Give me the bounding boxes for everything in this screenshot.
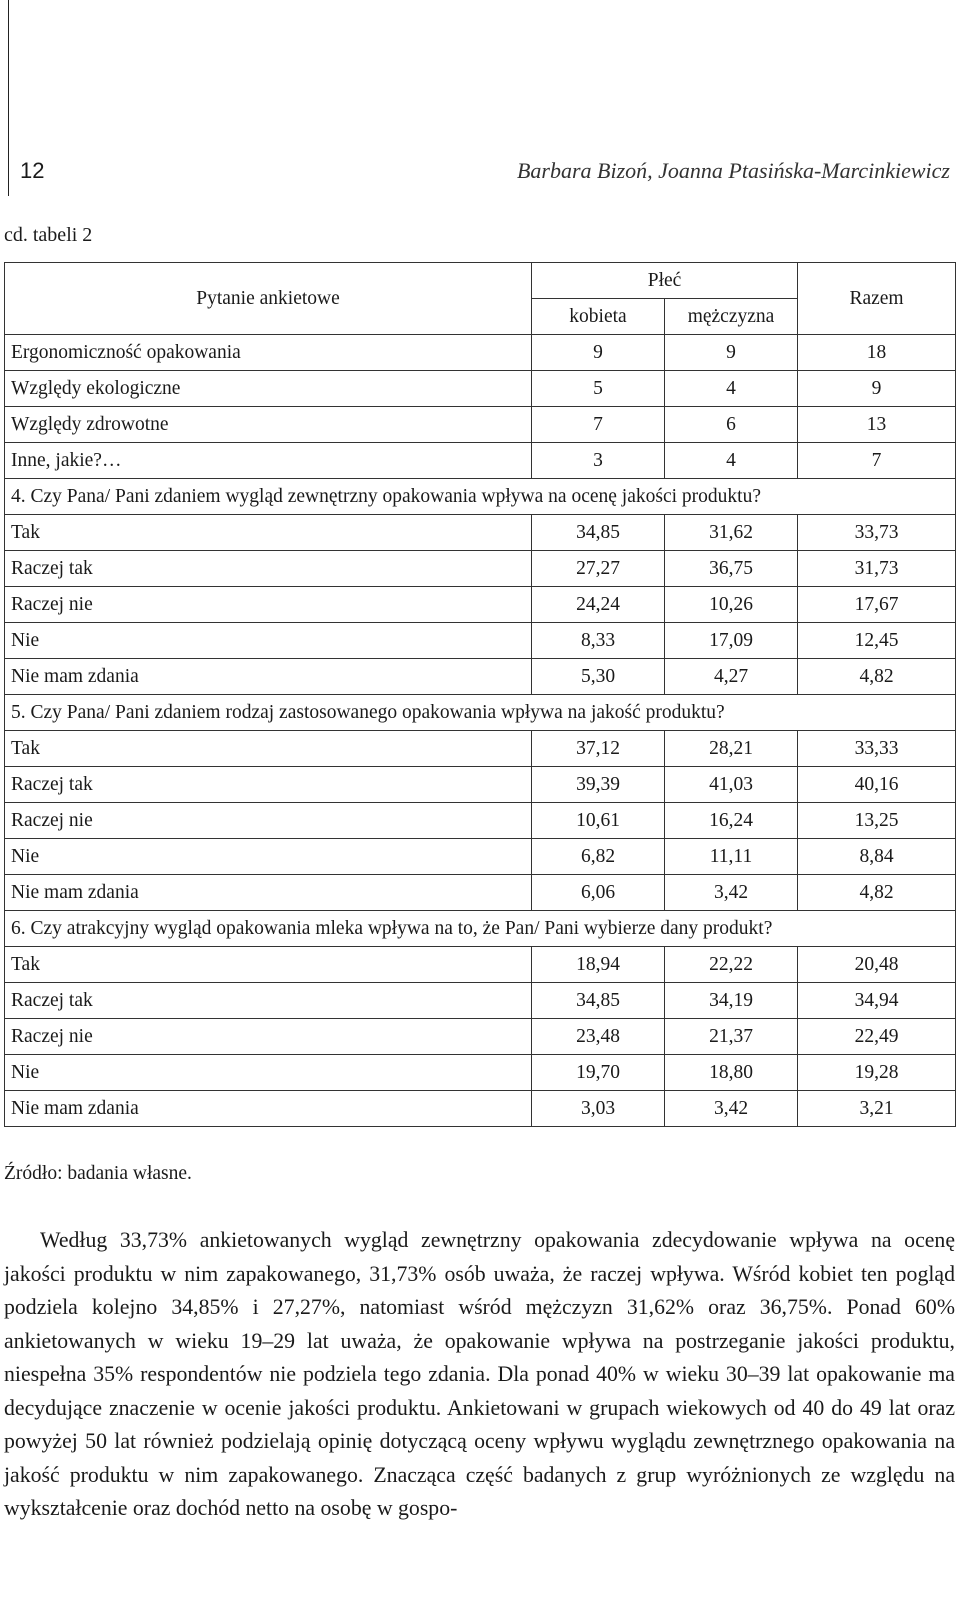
table-caption: cd. tabeli 2: [4, 224, 93, 246]
header-female: kobieta: [532, 299, 665, 335]
cell-female: 10,61: [532, 803, 665, 839]
cell-female: 27,27: [532, 551, 665, 587]
cell-female: 6,82: [532, 839, 665, 875]
cell-male: 3,42: [665, 875, 798, 911]
cell-female: 7: [532, 407, 665, 443]
cell-male: 16,24: [665, 803, 798, 839]
row-label: Tak: [5, 947, 532, 983]
question-row: [5, 695, 956, 731]
cell-male: 3,42: [665, 1091, 798, 1127]
cell-total: 13: [798, 407, 956, 443]
row-label: Raczej tak: [5, 767, 532, 803]
header-sex: Płeć: [532, 263, 798, 299]
header-question: Pytanie ankietowe: [5, 263, 532, 335]
table-row: [5, 1091, 956, 1127]
cell-female: 23,48: [532, 1019, 665, 1055]
body-paragraph: Według 33,73% ankietowanych wygląd zewnętrzny opakowania zdecydowanie wpływa na ocenę jakości produktu w nim zapakowanego, 31,73% osób uważa, że raczej wpływa. Wśród kobiet ten pogląd podziela kolejno 34,85% i 27,27%, natomiast wśród mężczyzn 31,62% oraz 36,75%. Ponad 60% ankietowanych w wieku 19–29 lat uważa, że opakowanie wpływa na postrzeganie jakości produktu, niespełna 35% respondentów nie podziela tego zdania. Dla ponad 40% w wieku 30–39 lat opakowanie ma decydujące znaczenie w ocenie jakości produktu. Ankietowani w grupach wiekowych od 40 do 49 lat oraz powyżej 50 lat również podzielają opinię dotyczącą oceny wpływu wyglądu zewnętrznego opakowania na jakość produktu w nim zapakowanego. Znacząca część badanych z grup wyróżnionych ze względu na wykształcenie oraz dochód netto na osobę w gospo-: [4, 1228, 955, 1520]
table-row: [5, 731, 956, 767]
row-label: Raczej nie: [5, 587, 532, 623]
cell-total: 4,82: [798, 875, 956, 911]
cell-male: 6: [665, 407, 798, 443]
cell-total: 33,73: [798, 515, 956, 551]
cell-total: 18: [798, 335, 956, 371]
cell-male: 22,22: [665, 947, 798, 983]
row-label: Nie: [5, 1055, 532, 1091]
table-row: [5, 839, 956, 875]
table-header-row: [5, 263, 956, 299]
question-text: 4. Czy Pana/ Pani zdaniem wygląd zewnętrzny opakowania wpływa na ocenę jakości produktu?: [5, 479, 956, 515]
cell-total: 20,48: [798, 947, 956, 983]
cell-total: 9: [798, 371, 956, 407]
table-row: [5, 983, 956, 1019]
cell-male: 4,27: [665, 659, 798, 695]
row-label: Tak: [5, 731, 532, 767]
table-row: [5, 587, 956, 623]
table-row: [5, 551, 956, 587]
cell-female: 37,12: [532, 731, 665, 767]
table-row: [5, 947, 956, 983]
row-label: Inne, jakie?…: [5, 443, 532, 479]
page-number: 12: [20, 158, 45, 183]
row-label: Raczej tak: [5, 983, 532, 1019]
cell-female: 8,33: [532, 623, 665, 659]
question-text: 6. Czy atrakcyjny wygląd opakowania mleka wpływa na to, że Pan/ Pani wybierze dany produkt?: [5, 911, 956, 947]
cell-male: 41,03: [665, 767, 798, 803]
table-row: [5, 443, 956, 479]
table-row: [5, 623, 956, 659]
cell-female: 19,70: [532, 1055, 665, 1091]
cell-male: 34,19: [665, 983, 798, 1019]
table-row: [5, 407, 956, 443]
cell-female: 3,03: [532, 1091, 665, 1127]
row-label: Tak: [5, 515, 532, 551]
table-row: [5, 803, 956, 839]
cell-female: 5: [532, 371, 665, 407]
table-row: [5, 875, 956, 911]
table-row: [5, 1055, 956, 1091]
cell-female: 18,94: [532, 947, 665, 983]
cell-total: 8,84: [798, 839, 956, 875]
table-body: [5, 335, 956, 1127]
row-label: Nie mam zdania: [5, 875, 532, 911]
row-label: Raczej nie: [5, 1019, 532, 1055]
row-label: Raczej nie: [5, 803, 532, 839]
table-row: [5, 371, 956, 407]
cell-total: 4,82: [798, 659, 956, 695]
table-row: [5, 659, 956, 695]
cell-total: 40,16: [798, 767, 956, 803]
row-label: Nie: [5, 623, 532, 659]
row-label: Raczej tak: [5, 551, 532, 587]
header-male: mężczyzna: [665, 299, 798, 335]
row-label: Nie: [5, 839, 532, 875]
cell-total: 33,33: [798, 731, 956, 767]
header-total: Razem: [798, 263, 956, 335]
cell-total: 31,73: [798, 551, 956, 587]
question-row: [5, 911, 956, 947]
row-label: Względy zdrowotne: [5, 407, 532, 443]
margin-rule: [8, 0, 9, 196]
cell-female: 34,85: [532, 515, 665, 551]
cell-female: 9: [532, 335, 665, 371]
cell-male: 4: [665, 371, 798, 407]
cell-total: 17,67: [798, 587, 956, 623]
row-label: Ergonomiczność opakowania: [5, 335, 532, 371]
cell-female: 6,06: [532, 875, 665, 911]
question-text: 5. Czy Pana/ Pani zdaniem rodzaj zastosowanego opakowania wpływa na jakość produktu?: [5, 695, 956, 731]
cell-male: 21,37: [665, 1019, 798, 1055]
cell-male: 31,62: [665, 515, 798, 551]
cell-male: 18,80: [665, 1055, 798, 1091]
cell-male: 36,75: [665, 551, 798, 587]
cell-total: 3,21: [798, 1091, 956, 1127]
cell-male: 17,09: [665, 623, 798, 659]
cell-female: 34,85: [532, 983, 665, 1019]
cell-total: 19,28: [798, 1055, 956, 1091]
cell-female: 39,39: [532, 767, 665, 803]
running-header-authors: Barbara Bizoń, Joanna Ptasińska-Marcinkiewicz: [516, 158, 950, 183]
cell-female: 24,24: [532, 587, 665, 623]
question-row: [5, 479, 956, 515]
row-label: Nie mam zdania: [5, 659, 532, 695]
table-row: [5, 515, 956, 551]
cell-male: 9: [665, 335, 798, 371]
row-label: Nie mam zdania: [5, 1091, 532, 1127]
cell-male: 11,11: [665, 839, 798, 875]
cell-male: 10,26: [665, 587, 798, 623]
row-label: Względy ekologiczne: [5, 371, 532, 407]
table-source: Źródło: badania własne.: [4, 1163, 192, 1184]
table-row: [5, 1019, 956, 1055]
cell-total: 7: [798, 443, 956, 479]
survey-table: [4, 262, 956, 1127]
cell-total: 12,45: [798, 623, 956, 659]
table-row: [5, 335, 956, 371]
cell-total: 34,94: [798, 983, 956, 1019]
cell-total: 13,25: [798, 803, 956, 839]
cell-male: 28,21: [665, 731, 798, 767]
cell-female: 5,30: [532, 659, 665, 695]
cell-male: 4: [665, 443, 798, 479]
cell-female: 3: [532, 443, 665, 479]
cell-total: 22,49: [798, 1019, 956, 1055]
table-row: [5, 767, 956, 803]
